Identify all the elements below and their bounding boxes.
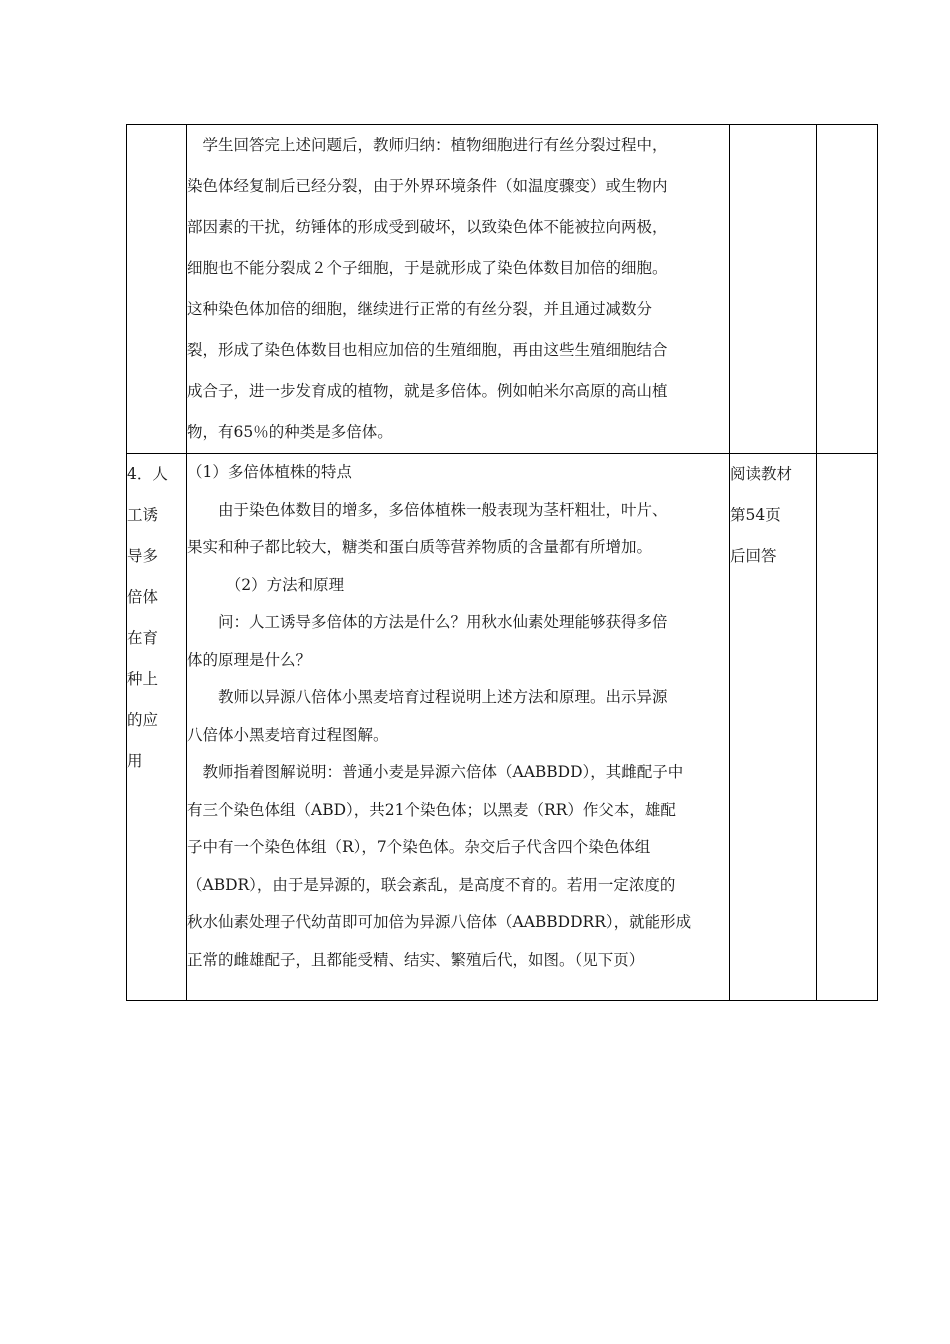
summary-line: 学生回答完上述问题后，教师归纳：植物细胞进行有丝分裂过程中，	[187, 136, 668, 154]
summary-line: 染色体经复制后已经分裂，由于外界环境条件（如温度骤变）或生物内	[187, 177, 668, 195]
section-heading: （2）方法和原理	[187, 575, 345, 594]
content-line: 由于染色体数目的增多，多倍体植株一般表现为茎杆粗壮，叶片、	[187, 500, 668, 519]
topic-cell-empty	[127, 125, 187, 454]
content-line: 果实和种子都比较大，糖类和蛋白质等营养物质的含量都有所增加。	[187, 538, 653, 556]
activity-cell-empty	[730, 125, 817, 454]
topic-line: 种上	[127, 670, 159, 688]
notes-cell-empty	[817, 454, 878, 1001]
summary-cell	[187, 125, 730, 454]
summary-line: 成合子，进一步发育成的植物，就是多倍体。例如帕米尔高原的高山植	[187, 382, 668, 400]
content-line: 八倍体小黑麦培育过程图解。	[187, 725, 389, 744]
content-line: 有三个染色体组（ABD），共21个染色体；以黑麦（RR）作父本，雄配	[187, 800, 676, 819]
content-line: 体的原理是什么？	[187, 650, 312, 669]
summary-line: 细胞也不能分裂成２个子细胞，于是就形成了染色体数目加倍的细胞。	[187, 259, 668, 277]
activity-line: 阅读教材	[730, 465, 793, 483]
summary-line: 裂，形成了染色体数目也相应加倍的生殖细胞，再由这些生殖细胞结合	[187, 341, 668, 359]
content-line: 子中有一个染色体组（R），7个染色体。杂交后子代含四个染色体组	[187, 838, 651, 856]
table-row	[127, 125, 878, 454]
content-line: 秋水仙素处理子代幼苗即可加倍为异源八倍体（AABBDDRR），就能形成	[187, 913, 692, 931]
table-row	[127, 454, 878, 1001]
topic-line: 导多	[127, 547, 159, 565]
lesson-plan-table	[126, 124, 878, 1001]
summary-line: 部因素的干扰，纺锤体的形成受到破坏，以致染色体不能被拉向两极，	[187, 218, 668, 236]
content-line: 问：人工诱导多倍体的方法是什么？用秋水仙素处理能够获得多倍	[187, 613, 668, 631]
content-cell	[187, 454, 730, 1001]
notes-cell-empty	[817, 125, 878, 454]
topic-line: 在育	[127, 629, 159, 647]
topic-line: 倍体	[127, 588, 159, 606]
topic-line: 的应	[127, 711, 159, 729]
topic-line: 4．人	[127, 465, 168, 483]
summary-line: 物，有65％的种类是多倍体。	[187, 423, 393, 441]
activity-line: 第54页	[730, 506, 781, 524]
content-line: （ABDR），由于是异源的，联会紊乱，是高度不育的。若用一定浓度的	[187, 875, 676, 894]
content-line: 正常的雌雄配子，且都能受精、结实、繁殖后代，如图。（见下页）	[187, 950, 645, 969]
content-line: 教师指着图解说明：普通小麦是异源六倍体（AABBDD），其雌配子中	[187, 763, 684, 781]
summary-line: 这种染色体加倍的细胞，继续进行正常的有丝分裂，并且通过减数分	[187, 300, 653, 318]
section-heading: （1）多倍体植株的特点	[187, 463, 352, 481]
topic-line: 工诱	[127, 506, 159, 524]
topic-cell	[127, 454, 187, 1001]
content-line: 教师以异源八倍体小黑麦培育过程说明上述方法和原理。出示异源	[187, 688, 668, 706]
topic-line: 用	[127, 752, 143, 770]
activity-cell	[730, 454, 817, 1001]
activity-line: 后回答	[730, 547, 777, 565]
